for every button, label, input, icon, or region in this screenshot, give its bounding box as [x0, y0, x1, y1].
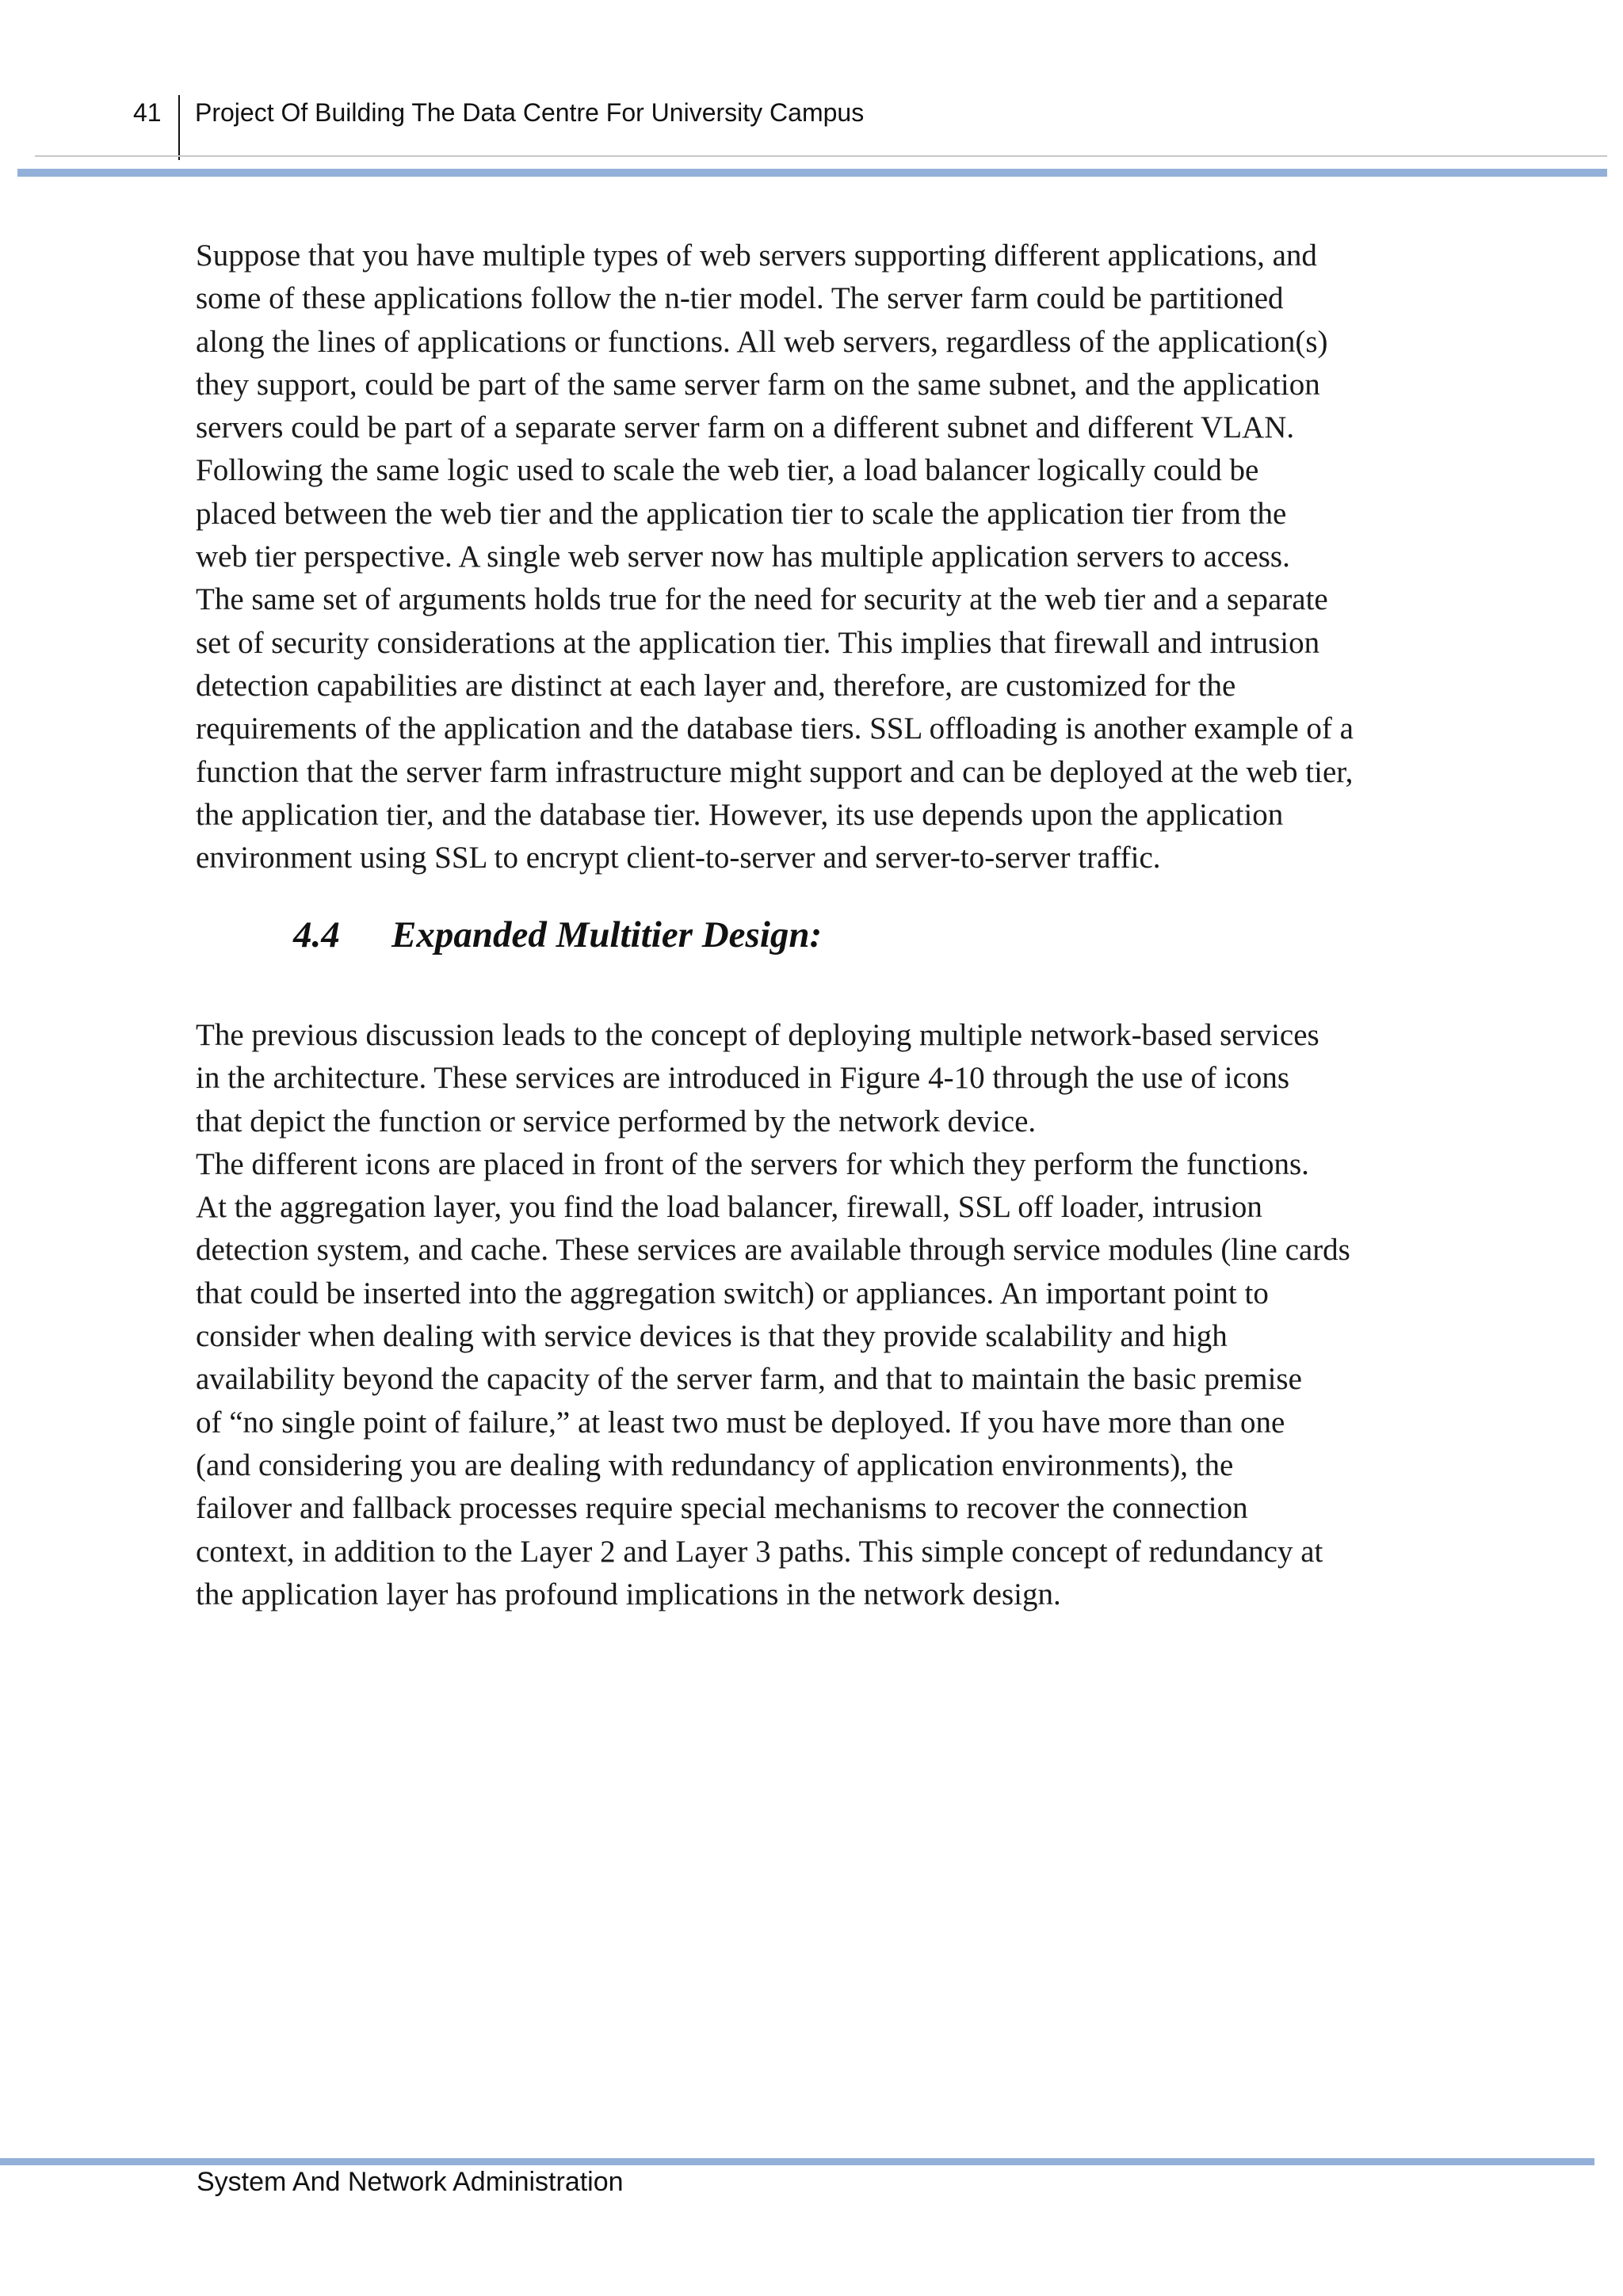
section-title: Expanded Multitier Design: — [391, 914, 823, 955]
paragraph-1-line: environment using SSL to encrypt client-to-server and server-to-server traffic. — [196, 841, 1161, 875]
paragraph-1-line: along the lines of applications or functions. All web servers, regardless of the application(s) — [196, 324, 1328, 359]
paragraph-1-line: requirements of the application and the database tiers. SSL offloading is another example of a — [196, 711, 1354, 746]
paragraph-1-line: The same set of arguments holds true for the need for security at the web tier and a separate — [196, 582, 1328, 617]
paragraph-2-line: availability beyond the capacity of the server farm, and that to maintain the basic premise — [196, 1362, 1302, 1397]
paragraph-1-line: they support, could be part of the same server farm on the same subnet, and the application — [196, 367, 1320, 402]
paragraph-1-line: some of these applications follow the n-tier model. The server farm could be partitioned — [196, 281, 1284, 316]
paragraph-2-line: context, in addition to the Layer 2 and Layer 3 paths. This simple concept of redundancy at — [196, 1534, 1323, 1569]
running-footer: System And Network Administration — [197, 2167, 624, 2197]
paragraph-2-line: At the aggregation layer, you find the load balancer, firewall, SSL off loader, intrusion — [196, 1190, 1262, 1225]
header-divider — [178, 95, 180, 160]
paragraph-1-line: detection capabilities are distinct at each layer and, therefore, are customized for the — [196, 668, 1236, 703]
paragraph-1 — [196, 235, 1432, 879]
paragraph-2-line: the application layer has profound implications in the network design. — [196, 1577, 1061, 1611]
paragraph-2-line: detection system, and cache. These services are available through service modules (line cards — [196, 1233, 1350, 1268]
paragraph-2 — [196, 1014, 1432, 1616]
paragraph-2-line: of “no single point of failure,” at least two must be deployed. If you have more than one — [196, 1405, 1285, 1440]
paragraph-2-line: (and considering you are dealing with redundancy of application environments), the — [196, 1447, 1234, 1482]
paragraph-1-line: the application tier, and the database tier. However, its use depends upon the application — [196, 797, 1284, 832]
section-heading — [293, 911, 822, 959]
paragraph-1-line: Suppose that you have multiple types of web servers supporting different applications, and — [196, 238, 1317, 273]
paragraph-2-line: failover and fallback processes require special mechanisms to recover the connection — [196, 1491, 1248, 1526]
header-thin-rule — [35, 155, 1607, 157]
page-number: 41 — [133, 98, 162, 127]
paragraph-2-line: that depict the function or service performed by the network device. — [196, 1104, 1037, 1138]
paragraph-2-line: The different icons are placed in front of the servers for which they perform the functions. — [196, 1146, 1309, 1181]
paragraph-1-line: set of security considerations at the application tier. This implies that firewall and intrusion — [196, 625, 1320, 660]
paragraph-1-line: placed between the web tier and the application tier to scale the application tier from the — [196, 496, 1287, 531]
paragraph-2-line: that could be inserted into the aggregation switch) or appliances. An important point to — [196, 1276, 1269, 1310]
paragraph-2-line: The previous discussion leads to the concept of deploying multiple network-based services — [196, 1018, 1319, 1052]
paragraph-1-line: function that the server farm infrastructure might support and can be deployed at the web tier, — [196, 754, 1354, 789]
paragraph-1-line: web tier perspective. A single web server now has multiple application servers to access. — [196, 540, 1290, 574]
header-accent-rule — [17, 169, 1607, 177]
paragraph-2-line: consider when dealing with service devices is that they provide scalability and high — [196, 1319, 1228, 1354]
paragraph-1-line: Following the same logic used to scale the web tier, a load balancer logically could be — [196, 453, 1259, 488]
running-header-title: Project Of Building The Data Centre For University Campus — [195, 98, 865, 127]
section-number: 4.4 — [293, 914, 340, 955]
paragraph-2-line: in the architecture. These services are introduced in Figure 4-10 through the use of icons — [196, 1061, 1290, 1096]
paragraph-1-line: servers could be part of a separate server farm on a different subnet and different VLAN. — [196, 410, 1295, 445]
